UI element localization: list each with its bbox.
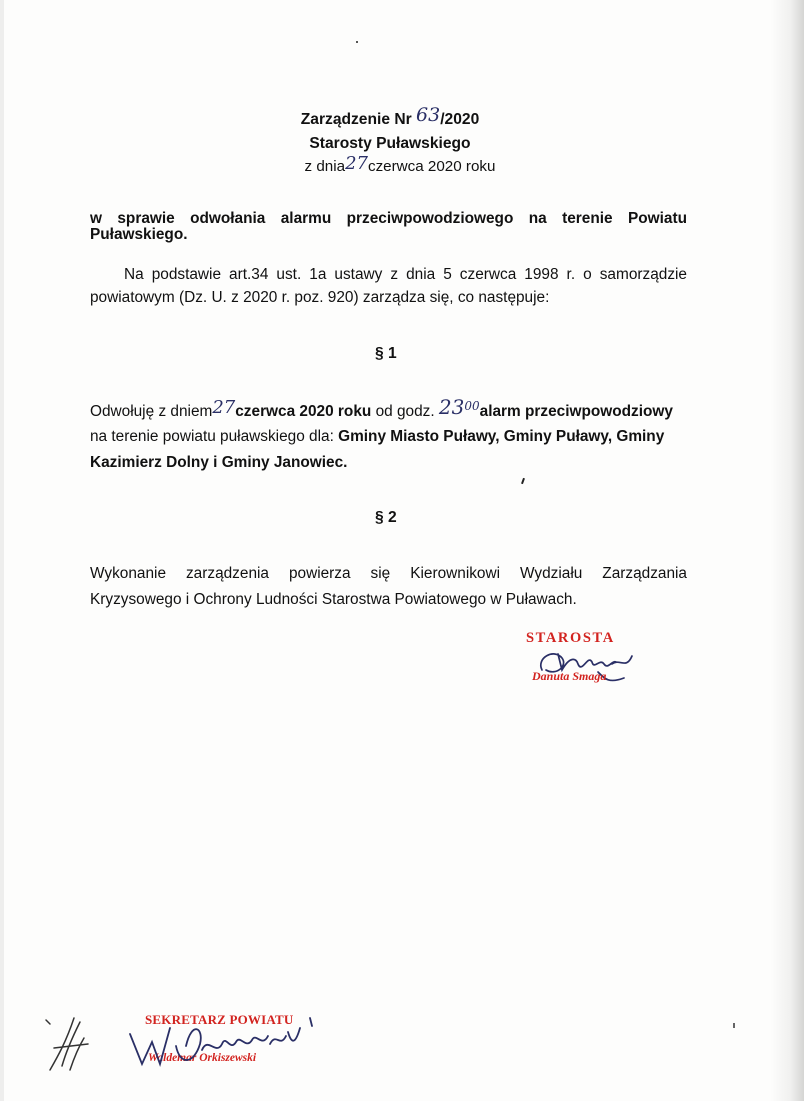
- issuer: Starosty Puławskiego: [309, 135, 471, 152]
- stamp-sekretarz-name: Waldemar Orkiszewski: [148, 1052, 257, 1064]
- p2-bold: Gminy Miasto Puławy, Gminy Puławy, Gminy: [338, 428, 665, 445]
- date-prefix: z dnia: [304, 158, 346, 175]
- date-day-handwritten: 27: [345, 153, 368, 174]
- stamp-starosta-title: STAROSTA: [526, 630, 615, 646]
- p1-start: Odwołuję z dniem: [90, 403, 213, 420]
- title-prefix: Zarządzenie Nr: [300, 111, 412, 128]
- title-suffix: /2020: [440, 111, 480, 128]
- title-number-handwritten: 63: [416, 104, 441, 126]
- scan-edge-left: [0, 0, 4, 1101]
- section-1-line-3: Kazimierz Dolny i Gminy Janowiec.: [90, 454, 348, 471]
- document-title: [0, 104, 780, 129]
- p2-start: na terenie powiatu puławskiego dla:: [90, 428, 339, 445]
- p1-hour-handwritten: 23: [438, 395, 465, 419]
- section-2-line-2: Kryzysowego i Ochrony Ludności Starostwa Powiatowego w Puławach.: [90, 591, 577, 608]
- initials-mark: [44, 1008, 100, 1078]
- subject-line-1: w sprawie odwołania alarmu przeciwpowodziowego na terenie Powiatu: [90, 210, 687, 227]
- p1-day-handwritten: 27: [212, 397, 236, 418]
- stray-mark: [521, 478, 525, 484]
- p1-date: czerwca 2020 roku: [235, 403, 372, 420]
- section-2-line-1: Wykonanie zarządzenia powierza się Kierownikowi Wydziału Zarządzania: [90, 565, 687, 582]
- stamp-starosta-name: Danuta Smaga: [532, 669, 607, 683]
- sekretarz-signature: [120, 1006, 330, 1076]
- document-date: [10, 155, 790, 176]
- p1-mid: od godz.: [371, 403, 435, 420]
- stray-dot: [356, 41, 358, 43]
- section-1-line-2: [90, 428, 664, 446]
- p1-minutes-handwritten: 00: [464, 398, 480, 413]
- stamp-sekretarz-title: SEKRETARZ POWIATU: [145, 1012, 294, 1027]
- basis-line-2: powiatowym (Dz. U. z 2020 r. poz. 920) zarządza się, co następuje:: [90, 289, 550, 306]
- section-1-line-1: [90, 397, 690, 421]
- subject-line-2: Puławskiego.: [90, 226, 188, 243]
- stray-mark-bottom: [733, 1023, 735, 1028]
- p1-end: alarm przeciwpowodziowy: [479, 403, 673, 420]
- basis-line-1: Na podstawie art.34 ust. 1a ustawy z dnia 5 czerwca 1998 r. o samorządzie: [124, 266, 687, 283]
- section-2-heading: § 2: [375, 509, 397, 526]
- section-1-heading: § 1: [375, 345, 397, 362]
- date-suffix: czerwca 2020 roku: [367, 158, 496, 175]
